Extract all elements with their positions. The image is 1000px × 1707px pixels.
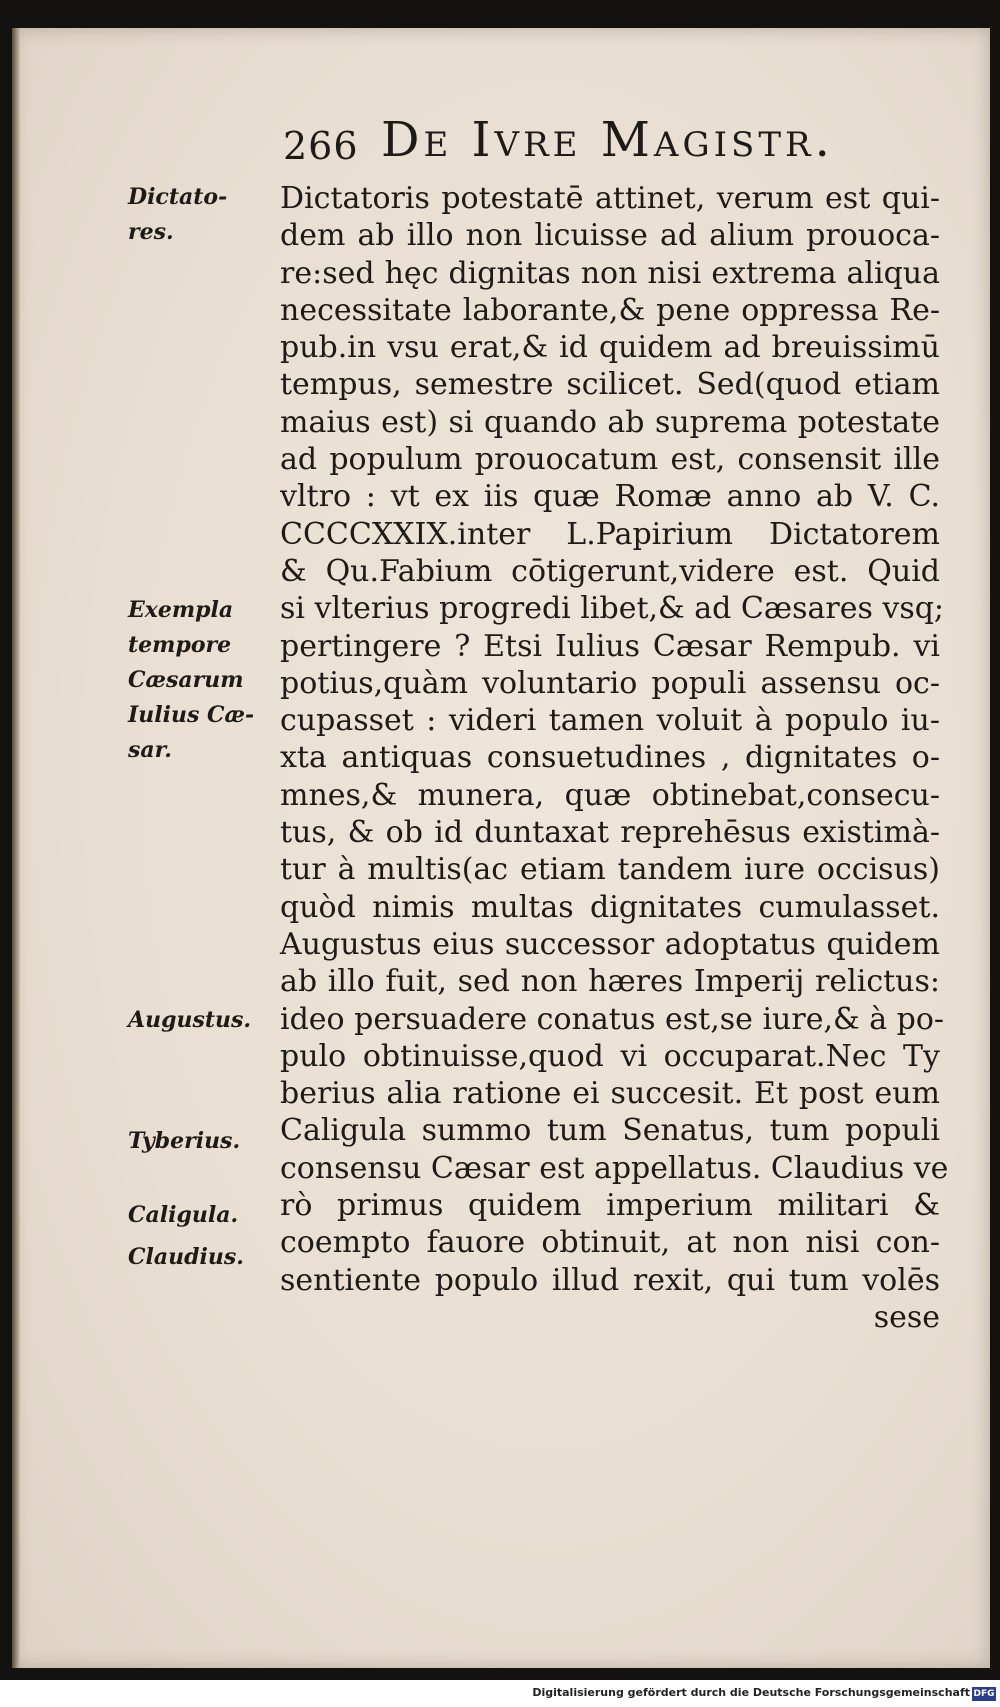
text-line: ab illo fuit, sed non hæres Imperij relictus: [280,964,940,1000]
margin-note-augustus: Augustus. [128,1007,252,1033]
text-line: consensu Cæsar est appellatus. Claudius ve [280,1150,949,1186]
text-line: Dictatoris potestatē attinet, verum est qui- [280,181,940,216]
text-line: mnes,& munera, quæ obtinebat,consecu- [280,777,940,813]
text-line: re:sed hęc dignitas non nisi extrema aliqua [280,255,940,291]
page-header [283,108,923,174]
text-line: pulo obtinuisse,quod vi occuparat.Nec Ty [280,1038,940,1074]
text-line: tus, & ob id duntaxat reprehēsus existimà- [280,815,940,851]
text-line: & Qu.Fabium cōtigerunt,videre est. Quid [280,553,940,589]
margin-note-tyberius: Tyberius. [128,1128,241,1154]
text-line: necessitate laborante,& pene oppressa Re- [280,292,940,328]
page-gutter-edge [12,28,20,1668]
catchword: sese [873,1299,940,1335]
text-line: potius,quàm voluntario populi assensu oc- [280,665,940,701]
text-line: maius est) si quando ab suprema potestate [280,404,940,440]
text-line: Caligula summo tum Senatus, tum populi [280,1113,940,1149]
text-line: rò primus quidem imperium militari & [280,1188,940,1224]
margin-note-caligula: Caligula. [128,1202,239,1228]
text-line: si vlterius progredi libet,& ad Cæsares vsq; [280,591,945,627]
page-number: 266 [283,124,359,168]
body-text [280,180,949,1336]
digitization-footer [0,1684,1000,1707]
text-line: coempto fauore obtinuit, at non nisi con- [280,1225,940,1261]
text-line: CCCCXXIX.inter L.Papirium Dictatorem [280,516,940,552]
text-line: ideo persuadere conatus est,se iure,& à po- [280,1001,945,1037]
text-line: sentiente populo illud rexit, qui tum volēs [280,1262,940,1298]
text-line: ad populum prouocatum est, consensit ille [280,442,940,478]
text-line: berius alia ratione ei succesit. Et post eum [280,1076,940,1112]
funding-credit: Digitalisierung gefördert durch die Deutsche Forschungsgemeinschaft [532,1686,970,1699]
text-line: dem ab illo non licuisse ad alium prouoca- [280,218,940,254]
text-line: vltro : vt ex iis quæ Romæ anno ab V. C. [280,479,940,515]
running-title: De Ivre Magistr. [381,112,834,168]
text-line: tempus, semestre scilicet. Sed(quod etiam [280,367,940,403]
text-line: cupasset : videri tamen voluit à populo iu- [280,703,940,739]
text-line: Augustus eius successor adoptatus quidem [280,926,940,962]
text-line: pertingere ? Etsi Iulius Cæsar Rempub. vi [280,628,940,664]
margin-note-claudius: Claudius. [128,1244,244,1270]
dfg-logo: DFG [973,1689,995,1699]
margin-note-dictatores: Dictato- res. [128,184,228,245]
text-line: quòd nimis multas dignitates cumulasset. [280,889,940,925]
text-line: tur à multis(ac etiam tandem iure occisus) [280,852,940,888]
margin-note-exempla: Exempla tempore Cæsarum Iulius Cæ- sar. [128,597,255,763]
text-line: xta antiquas consuetudines , dignitates o- [280,740,940,776]
text-line: pub.in vsu erat,& id quidem ad breuissimū [280,330,940,366]
